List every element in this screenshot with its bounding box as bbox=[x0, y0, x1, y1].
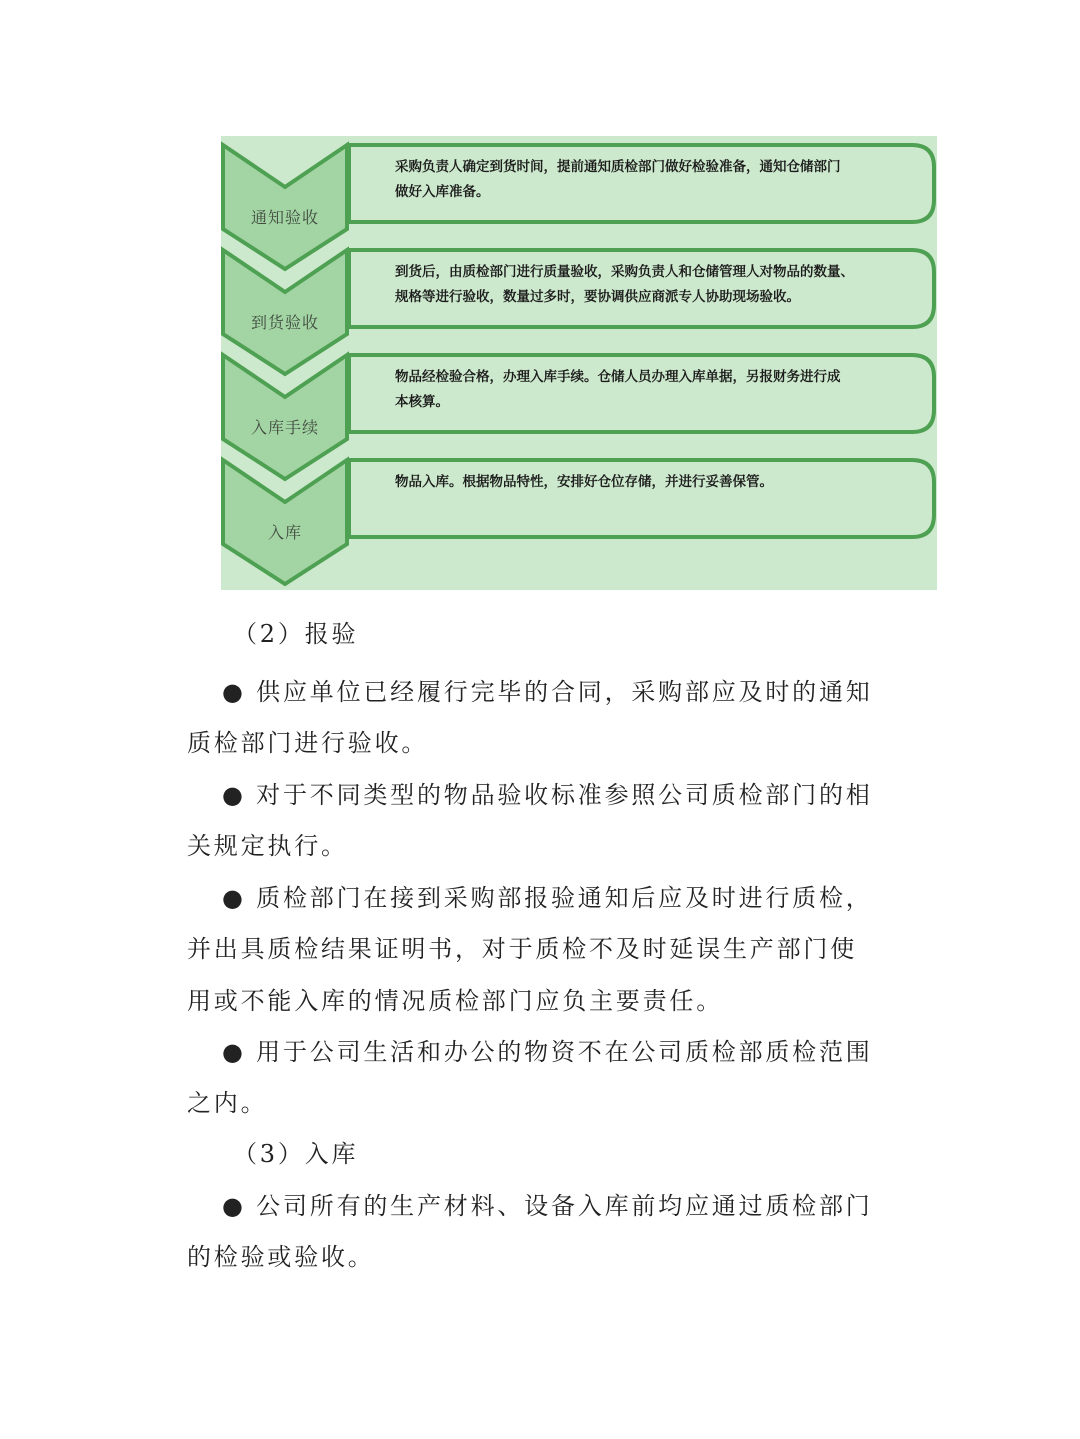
bullet-paragraph-line: ● 质检部门在接到采购部报验通知后应及时进行质检， bbox=[222, 884, 873, 912]
bullet-paragraph-line: 用或不能入库的情况质检部门应负主要责任。 bbox=[187, 986, 723, 1015]
step-label: 通知验收 bbox=[250, 208, 319, 227]
step-label: 入库 bbox=[267, 523, 302, 542]
step-description-line: 物品入库。根据物品特性，安排好仓位存储，并进行妥善保管。 bbox=[395, 474, 773, 490]
step-description bbox=[395, 365, 915, 415]
bullet-paragraph-line: ● 公司所有的生产材料、设备入库前均应通过质检部门 bbox=[222, 1192, 873, 1220]
bullet-paragraph-line: 的检验或验收。 bbox=[187, 1243, 375, 1272]
step-description-line: 到货后，由质检部门进行质量验收，采购负责人和仓储管理人对物品的数量、 bbox=[395, 264, 854, 280]
step-label: 入库手续 bbox=[250, 418, 319, 437]
step-description-line: 本核算。 bbox=[395, 394, 449, 410]
bullet-paragraph-line: ● 供应单位已经履行完毕的合同，采购部应及时的通知 bbox=[222, 678, 873, 706]
step-description-line: 物品经检验合格，办理入库手续。仓储人员办理入库单据，另报财务进行成 bbox=[395, 369, 841, 385]
bullet-paragraph-line: 之内。 bbox=[187, 1089, 268, 1118]
bullet-paragraph-line: ● 用于公司生活和办公的物资不在公司质检部质检范围 bbox=[222, 1038, 873, 1066]
step-description-line: 规格等进行验收，数量过多时，要协调供应商派专人协助现场验收。 bbox=[395, 289, 800, 305]
step-description bbox=[395, 260, 915, 310]
heading-warehousing: （3）入库 bbox=[233, 1140, 359, 1168]
step-description bbox=[395, 155, 915, 205]
step-label: 到货验收 bbox=[250, 313, 319, 332]
bullet-paragraph-line: ● 对于不同类型的物品验收标准参照公司质检部门的相 bbox=[222, 781, 873, 809]
step-description-line: 做好入库准备。 bbox=[395, 184, 490, 200]
step-description bbox=[395, 470, 915, 495]
bullet-paragraph-line: 质检部门进行验收。 bbox=[187, 729, 429, 758]
bullet-paragraph-line: 关规定执行。 bbox=[187, 832, 348, 861]
bullet-paragraph-line: 并出具质检结果证明书，对于质检不及时延误生产部门使 bbox=[187, 935, 857, 964]
step-description-line: 采购负责人确定到货时间，提前通知质检部门做好检验准备，通知仓储部门 bbox=[395, 159, 841, 175]
process-flow-diagram bbox=[221, 136, 937, 590]
heading-inspection: （2）报验 bbox=[233, 620, 359, 648]
